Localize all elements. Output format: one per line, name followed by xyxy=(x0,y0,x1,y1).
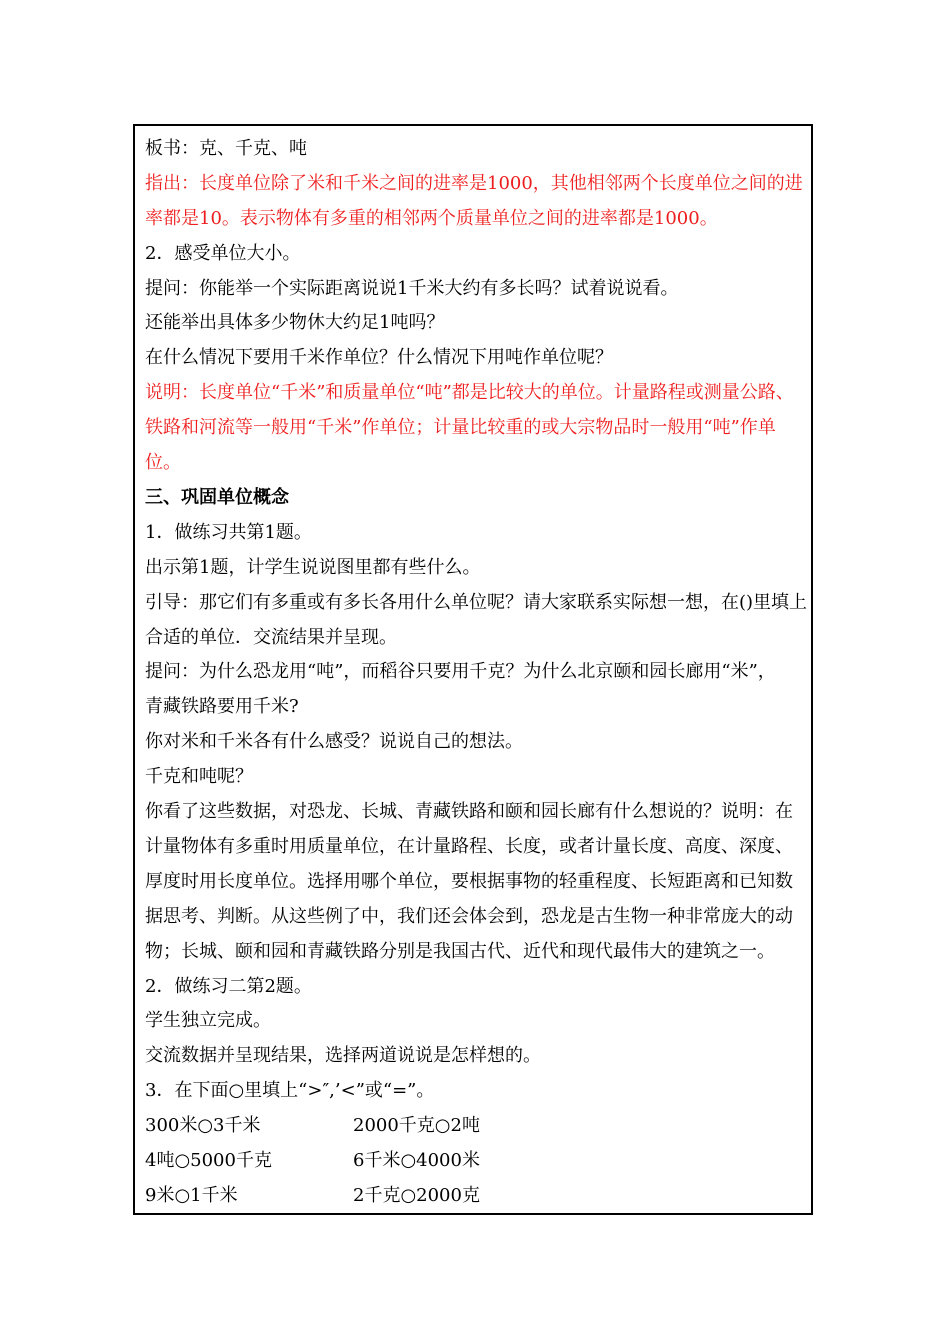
comparison-item: 300米○3千米 xyxy=(145,1115,261,1137)
comparison-item: 6千米○4000米 xyxy=(353,1150,480,1172)
comparison-item: 2000千克○2吨 xyxy=(353,1115,480,1137)
exercise-1-heading: 1．做练习共第1题。 xyxy=(145,521,312,543)
summary-paragraph: 你看了这些数据，对恐龙、长城、青藏铁路和颐和园长廊有什么想说的？说明：在计量物体有多重时用质量单位，在计量路程、长度，或者计量长度、高度、深度、厚度时用长度单位。选择用哪个单位，要根据事物的轻重程度、长短距离和已知数据思考、判断。从这些例了中，我们还会体会到，恐龙是古生物一种非常庞大的动物；长城、颐和园和青藏铁路分别是我国古代、近代和现代最伟大的建筑之一。 xyxy=(145,801,793,962)
question-4: 提问：为什么恐龙用“吨”，而稻谷只要用千克？为什么北京颐和园长廊用“米”，青藏铁路要用千米? xyxy=(145,661,776,718)
comparison-item: 2千克○2000克 xyxy=(353,1184,480,1206)
lesson-table-cell xyxy=(133,124,813,1215)
exercise-2-note: 学生独立完成。 xyxy=(145,1010,271,1032)
lesson-content xyxy=(145,132,808,1214)
question-2: 还能举出具体多少物休大约足1吨吗？ xyxy=(145,312,445,334)
guide-text: 引导：那它们有多重或有多长各用什么单位呢？请大家联系实际想一想，在()里填上合适的单位．交流结果并呈现。 xyxy=(145,591,808,648)
exercise-2-heading: 2．做练习二第2题。 xyxy=(145,975,312,997)
section-heading: 三、巩固单位概念 xyxy=(145,486,289,508)
question-1: 提问：你能举一个实际距离说说1千米大约有多长吗？试着说说看。 xyxy=(145,277,679,299)
point-out-note: 指出：长度单位除了米和千米之间的进率是1000，其他相邻两个长度单位之间的进率都是10。表示物体有多重的相邻两个质量单位之间的进率都是1000。 xyxy=(145,172,803,229)
explanation-note: 说明：长度单位“千米”和质量单位“吨”都是比较大的单位。计量路程或测量公路、铁路和河流等一般用“千米”作单位；计量比较重的或大宗物品时一般用“吨”作单位。 xyxy=(145,382,794,474)
comparison-row xyxy=(145,1109,803,1144)
exercise-2-exchange: 交流数据并呈现结果，选择两道说说是怎样想的。 xyxy=(145,1045,541,1067)
question-3: 在什么情况下要用千米作单位？什么情况下用吨作单位呢？ xyxy=(145,347,613,369)
exercise-1-show: 出示第1题，计学生说说图里都有些什么。 xyxy=(145,556,481,578)
comparison-row xyxy=(145,1144,803,1179)
question-6: 千克和吨呢？ xyxy=(145,766,253,788)
step-2-heading: 2．感受单位大小。 xyxy=(145,242,301,264)
comparison-item: 4吨○5000千克 xyxy=(145,1150,272,1172)
board-note: 板书：克、千克、吨 xyxy=(145,138,307,159)
comparison-row xyxy=(145,1179,803,1214)
exercise-3-heading: 3．在下面○里填上“>″,’<”或“=”。 xyxy=(145,1080,435,1102)
question-5: 你对米和千米各有什么感受？说说自己的想法。 xyxy=(145,731,523,753)
comparison-item: 9米○1千米 xyxy=(145,1184,238,1206)
